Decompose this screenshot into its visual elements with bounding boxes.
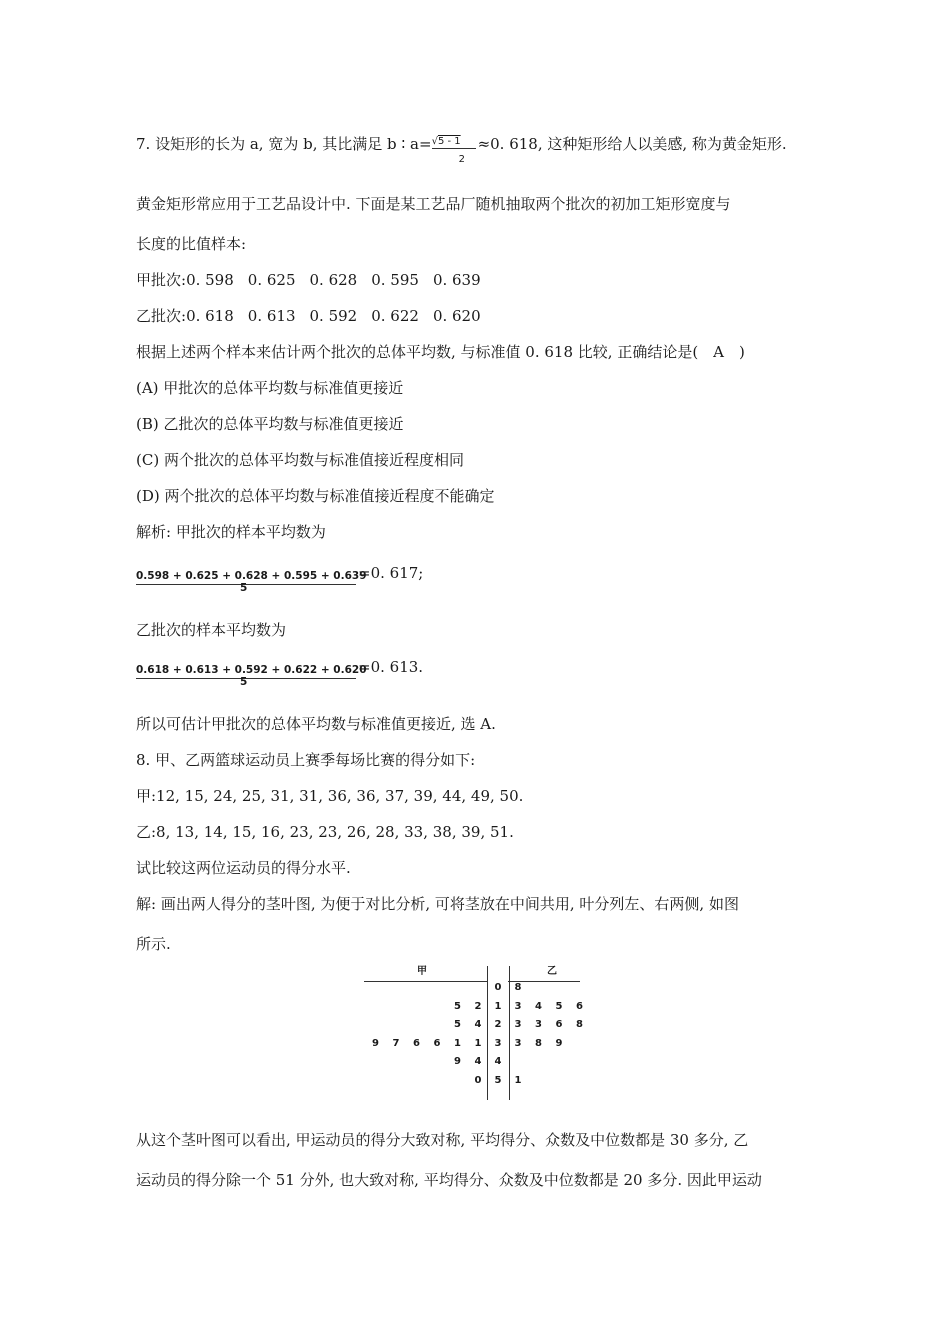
left-leaf: 2: [474, 1000, 482, 1012]
left-leaf: 9: [372, 1037, 379, 1049]
stem-leaf-right-header: 乙: [547, 966, 557, 977]
fraction-result: =0. 617;: [358, 564, 424, 582]
q7-conclusion: 所以可估计甲批次的总体平均数与标准值更接近, 选 A.: [136, 715, 496, 733]
q7-line1-before: 7. 设矩形的长为 a, 宽为 b, 其比满足 b ∶ a=: [136, 135, 432, 153]
q8-jia-scores: 甲:12, 15, 24, 25, 31, 31, 36, 36, 37, 39, 44, 49, 50.: [136, 787, 524, 805]
fraction-result: =0. 613.: [358, 658, 424, 676]
fraction-denominator: 5: [240, 582, 248, 594]
stem-leaf-left-header: 甲: [417, 966, 427, 977]
option-c: (C) 两个批次的总体平均数与标准值接近程度相同: [136, 451, 464, 469]
stem-value: 5: [494, 1074, 502, 1086]
jia-value: 0. 595: [371, 271, 419, 289]
q7-line3: 长度的比值样本:: [136, 235, 247, 253]
yi-mean-fraction: [136, 658, 424, 688]
option-a: (A) 甲批次的总体平均数与标准值更接近: [136, 379, 404, 397]
golden-ratio-fraction: [431, 134, 478, 165]
left-leaf: 1: [474, 1037, 482, 1049]
left-leaf: 6: [433, 1037, 441, 1049]
q7-question: 根据上述两个样本来估计两个批次的总体平均数, 与标准值 0. 618 比较, 正确结论是( A ): [136, 343, 745, 361]
right-leaf: 3: [535, 1019, 542, 1030]
right-leaf: 3: [514, 1000, 522, 1012]
stem-value: 1: [494, 1000, 502, 1012]
q8-paragraph2: 运动员的得分除一个 51 分外, 也大致对称, 平均得分、众数及中位数都是 20 多分. 因此甲运动: [136, 1171, 762, 1189]
left-leaf: 0: [474, 1074, 482, 1086]
jia-mean-fraction: [136, 564, 424, 594]
q7-line1-after: ≈0. 618, 这种矩形给人以美感, 称为黄金矩形.: [477, 135, 787, 153]
left-leaf: 7: [392, 1037, 400, 1049]
yi-value: 0. 618: [186, 307, 234, 325]
right-leaf: 3: [514, 1019, 522, 1030]
q8-yi-scores: 乙:8, 13, 14, 15, 16, 23, 23, 26, 28, 33, 38, 39, 51.: [136, 823, 514, 841]
right-leaf: 3: [514, 1037, 522, 1049]
right-leaf: 6: [576, 1000, 583, 1012]
stem-leaf-left-rule: [364, 981, 488, 982]
q8-paragraph1: 从这个茎叶图可以看出, 甲运动员的得分大致对称, 平均得分、众数及中位数都是 30 多分, 乙: [136, 1131, 749, 1149]
stem-leaf-right-divider: [509, 966, 510, 1100]
right-leaf: 1: [514, 1074, 522, 1086]
option-d: (D) 两个批次的总体平均数与标准值接近程度不能确定: [136, 487, 495, 505]
yi-mean-intro: 乙批次的样本平均数为: [136, 621, 287, 639]
analysis-intro: 解析: 甲批次的样本平均数为: [136, 523, 326, 541]
right-leaf: 8: [576, 1019, 583, 1030]
jia-value: 0. 639: [432, 271, 481, 289]
ratio-denominator: 2: [458, 154, 465, 165]
q8-title: 8. 甲、乙两篮球运动员上赛季每场比赛的得分如下:: [136, 751, 476, 769]
jia-batch-label: 甲批次:: [136, 271, 187, 289]
right-leaf: 8: [514, 982, 522, 993]
left-leaf: 4: [474, 1019, 482, 1030]
q8-solution-line1: 解: 画出两人得分的茎叶图, 为便于对比分析, 可将茎放在中间共用, 叶分列左、右两侧, 如图: [136, 895, 739, 913]
jia-batch-row: [136, 270, 481, 290]
stem-value: 2: [494, 1019, 502, 1030]
yi-batch-label: 乙批次:: [136, 307, 187, 325]
jia-value: 0. 625: [247, 271, 296, 289]
jia-value: 0. 598: [186, 271, 234, 289]
ratio-numerator: 5 - 1: [437, 136, 461, 147]
fraction-numerator: 0.618 + 0.613 + 0.592 + 0.622 + 0.620: [136, 664, 356, 679]
option-b: (B) 乙批次的总体平均数与标准值更接近: [136, 415, 404, 433]
right-leaf: 9: [555, 1037, 563, 1049]
q7-line1: [136, 134, 787, 165]
yi-value: 0. 592: [309, 307, 358, 325]
stem-value: 0: [494, 982, 502, 993]
left-leaf: 1: [454, 1037, 461, 1049]
yi-value: 0. 620: [432, 307, 481, 325]
sqrt-icon: √: [431, 136, 438, 147]
q8-solution-line2: 所示.: [136, 935, 171, 953]
q8-ask: 试比较这两位运动员的得分水平.: [136, 859, 351, 877]
jia-value: 0. 628: [309, 271, 358, 289]
stem-leaf-left-divider: [487, 966, 488, 1100]
left-leaf: 9: [454, 1056, 461, 1067]
stem-leaf-plot: [360, 962, 590, 1102]
right-leaf: 8: [535, 1037, 542, 1049]
left-leaf: 4: [474, 1056, 482, 1067]
fraction-numerator: 0.598 + 0.625 + 0.628 + 0.595 + 0.639: [136, 570, 356, 585]
left-leaf: 5: [454, 1000, 461, 1012]
yi-value: 0. 622: [371, 307, 419, 325]
left-leaf: 6: [413, 1037, 420, 1049]
fraction-denominator: 5: [240, 676, 248, 688]
stem-value: 3: [494, 1037, 502, 1049]
right-leaf: 4: [535, 1000, 542, 1012]
stem-value: 4: [494, 1056, 502, 1067]
yi-batch-row: [136, 306, 481, 326]
left-leaf: 5: [454, 1019, 461, 1030]
yi-value: 0. 613: [247, 307, 296, 325]
right-leaf: 6: [555, 1019, 563, 1030]
q7-line2: 黄金矩形常应用于工艺品设计中. 下面是某工艺品厂随机抽取两个批次的初加工矩形宽度与: [136, 195, 731, 213]
right-leaf: 5: [555, 1000, 563, 1012]
